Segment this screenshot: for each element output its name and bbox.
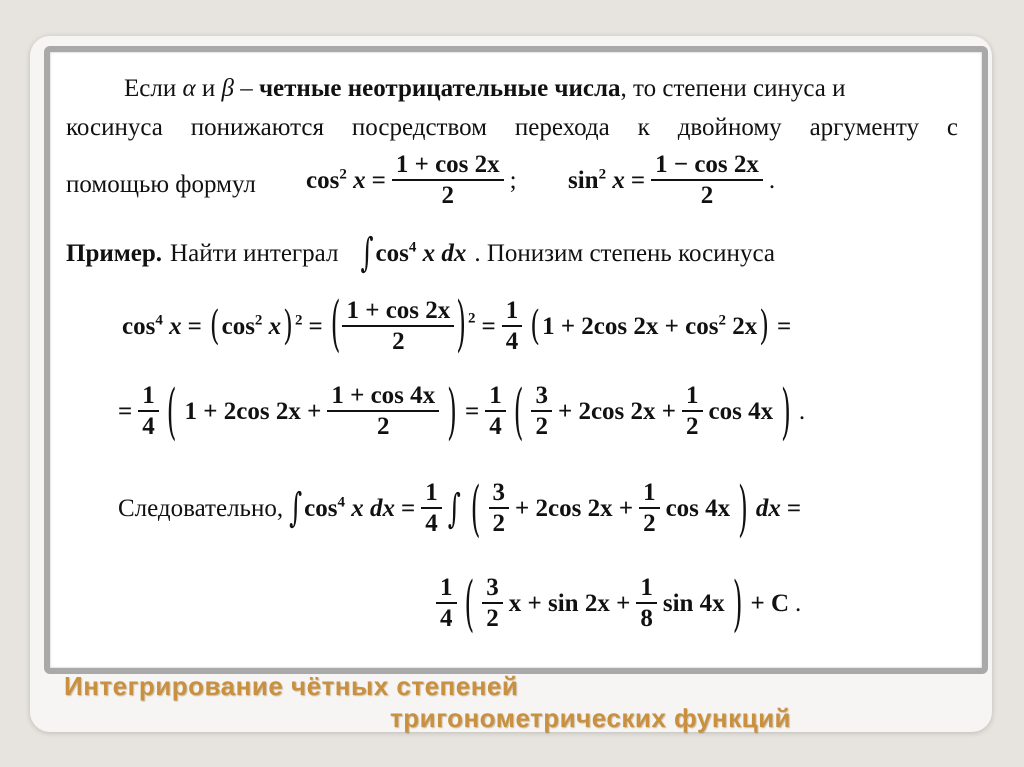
- fraction-denominator: 2: [643, 510, 656, 537]
- expression: cos 4x: [708, 397, 774, 425]
- fraction-numerator: 1: [502, 298, 523, 327]
- quarter-fraction: [485, 383, 506, 439]
- intro-line-3: помощью формул: [66, 171, 256, 198]
- fraction-denominator: 8: [640, 605, 653, 632]
- fraction-denominator: 2: [377, 413, 390, 440]
- conclusion-label: Следовательно,: [118, 494, 284, 522]
- exponent: 2: [718, 312, 726, 329]
- quarter-fraction: [502, 298, 523, 354]
- fraction-numerator: 1 + cos 2x: [342, 298, 454, 327]
- period: .: [768, 166, 776, 194]
- fraction-numerator: 1: [485, 383, 506, 412]
- intro-line-2: косинуса понижаются посредством перехода к двойному аргументу с: [66, 114, 958, 141]
- equals-sign: =: [371, 166, 386, 194]
- fraction: [327, 383, 439, 439]
- fraction-numerator: 1: [636, 575, 657, 604]
- cos-text: cos: [375, 240, 409, 267]
- integral-sign: ∫: [447, 484, 461, 532]
- fraction-denominator: 4: [489, 413, 502, 440]
- intro-line-1: [124, 76, 845, 101]
- integral-sign: ∫: [360, 229, 374, 276]
- alpha-symbol: α: [182, 75, 196, 102]
- slide-title-line-2: тригонометрических функций: [390, 703, 792, 733]
- fraction-denominator: 2: [535, 413, 548, 440]
- expression: + 2cos 2x +: [515, 494, 634, 522]
- exponent: 4: [337, 494, 345, 511]
- variable: x: [169, 312, 182, 340]
- expression: cos 4x: [665, 494, 731, 522]
- exponent: 2: [294, 312, 303, 329]
- fraction-numerator: 1: [682, 383, 703, 412]
- sin-squared-formula: [568, 152, 775, 208]
- equation-line-d: $\frac{1}{4}$ ( $\frac{3}{2}$ x + sin 2x + $\frac{1}{8}$ sin 4x ) + C .: [436, 575, 801, 631]
- fraction-numerator: 1: [639, 480, 660, 509]
- fraction-denominator: 2: [492, 510, 505, 537]
- equals-sign: =: [630, 166, 646, 194]
- half-fraction: [682, 383, 703, 439]
- fraction-numerator: 1 − cos 2x: [651, 152, 763, 181]
- fraction-denominator: 2: [686, 413, 699, 440]
- example-label: Пример.: [66, 239, 163, 267]
- expression: 1 + 2cos 2x +: [184, 397, 322, 425]
- intro-dash: –: [240, 75, 253, 102]
- equation-line-c: Следовательно, $\int\cos^4$ x dx = $\frac{1}{4}$ ∫ ( $\frac{3}{2}$ + 2cos 2x + $\frac{1}{2}$ cos 4x ) dx =: [118, 473, 802, 543]
- cos-text: cos: [304, 495, 338, 522]
- semicolon: ;: [509, 166, 517, 194]
- quarter-fraction: [436, 575, 457, 631]
- equals-sign: =: [308, 312, 323, 340]
- integral-sign: ∫: [289, 484, 303, 531]
- equals-sign: =: [786, 494, 802, 522]
- expression: 1 + 2cos 2x + cos: [542, 313, 719, 340]
- fraction-numerator: 3: [489, 480, 510, 509]
- exponent: 4: [155, 312, 163, 329]
- exponent: 2: [598, 166, 607, 183]
- fraction-denominator: 4: [142, 413, 155, 440]
- cos-squared-fraction: [392, 152, 504, 208]
- three-halves-fraction: [482, 575, 503, 631]
- fraction-numerator: 1: [138, 383, 159, 412]
- fraction-denominator: 4: [505, 328, 519, 355]
- beta-symbol: β: [221, 75, 234, 102]
- cos-squared-formula: [306, 152, 517, 208]
- fraction-denominator: 2: [486, 605, 499, 632]
- constant-term: + C: [750, 589, 790, 617]
- example-line: [66, 229, 775, 276]
- equation-line-b: = $\frac{1}{4}$ ( 1 + 2cos 2x + $\frac{1 + \cos 4x}{2}$ ) = $\frac{1}{4}$ ( $\frac{3}{2}$ + 2cos 2x + $\frac{1}{2}$ cos 4x ) .: [118, 376, 806, 446]
- period: .: [795, 589, 802, 617]
- equals-sign: =: [776, 312, 792, 340]
- fraction-denominator: 2: [392, 328, 405, 355]
- sin-squared-fraction: [651, 152, 763, 208]
- fraction-denominator: 4: [440, 605, 453, 632]
- example-text: Найти интеграл: [170, 239, 339, 267]
- fraction-denominator: 4: [425, 510, 438, 537]
- equals-sign: =: [187, 312, 202, 340]
- fraction-numerator: 3: [482, 575, 503, 604]
- half-fraction: [639, 480, 660, 536]
- expression: sin 4x: [662, 589, 725, 617]
- fraction-denominator: 2: [441, 182, 454, 209]
- fraction-numerator: 1 + cos 2x: [392, 152, 504, 181]
- cos-text: cos: [221, 313, 255, 340]
- equation-line-a: $\cos^4 x$ = ($\cos^2$ x) $^2$ = ( $\frac{1 + \cos 2x}{2}$ ) $^2$ = $\frac{1}{4}$ (1 + 2cos $2x + \cos^2 2x$) =: [122, 288, 792, 359]
- example-text-2: . Понизим степень косинуса: [474, 239, 775, 267]
- cos-text: cos: [122, 312, 156, 340]
- expression: x + sin 2x +: [508, 589, 631, 617]
- example-integral: [360, 229, 467, 276]
- exponent: 4: [408, 239, 417, 256]
- sin-text: sin: [568, 166, 599, 194]
- fraction-numerator: 1 + cos 4x: [327, 383, 439, 412]
- period: .: [798, 397, 806, 425]
- expression-end: 2x: [732, 313, 758, 340]
- integrand-rest: x dx: [422, 240, 467, 267]
- fraction-numerator: 1: [436, 575, 457, 604]
- exponent: 2: [339, 166, 347, 183]
- fraction-denominator: 2: [700, 182, 714, 209]
- equals-sign: =: [481, 312, 496, 340]
- variable: x: [612, 166, 625, 194]
- quarter-fraction: [421, 480, 442, 536]
- intro-and: и: [201, 75, 216, 102]
- eighth-fraction: [636, 575, 657, 631]
- differential: dx: [755, 494, 781, 522]
- fraction-numerator: 1: [421, 480, 442, 509]
- equals-sign: =: [464, 397, 480, 425]
- intro-bold-phrase: четные неотрицательные числа: [258, 75, 621, 102]
- quarter-fraction: [138, 383, 159, 439]
- integrand-rest: x dx: [351, 495, 395, 522]
- expression: + 2cos 2x +: [557, 397, 677, 425]
- equals-sign: =: [400, 494, 416, 522]
- cos-text: cos: [306, 166, 340, 194]
- variable: x: [353, 166, 366, 194]
- slide-title-line-1: Интегрирование чётных степеней: [64, 671, 519, 701]
- fraction-numerator: 3: [531, 383, 552, 412]
- fraction: [342, 298, 454, 354]
- exponent: 2: [254, 312, 263, 329]
- intro-line1-end: , то степени синуса и: [620, 75, 846, 102]
- exponent: 2: [468, 310, 476, 327]
- intro-text: Если: [124, 75, 177, 102]
- equals-sign: =: [118, 397, 133, 425]
- three-halves-fraction: [489, 480, 510, 536]
- variable: x: [268, 313, 282, 340]
- three-halves-fraction: [531, 383, 552, 439]
